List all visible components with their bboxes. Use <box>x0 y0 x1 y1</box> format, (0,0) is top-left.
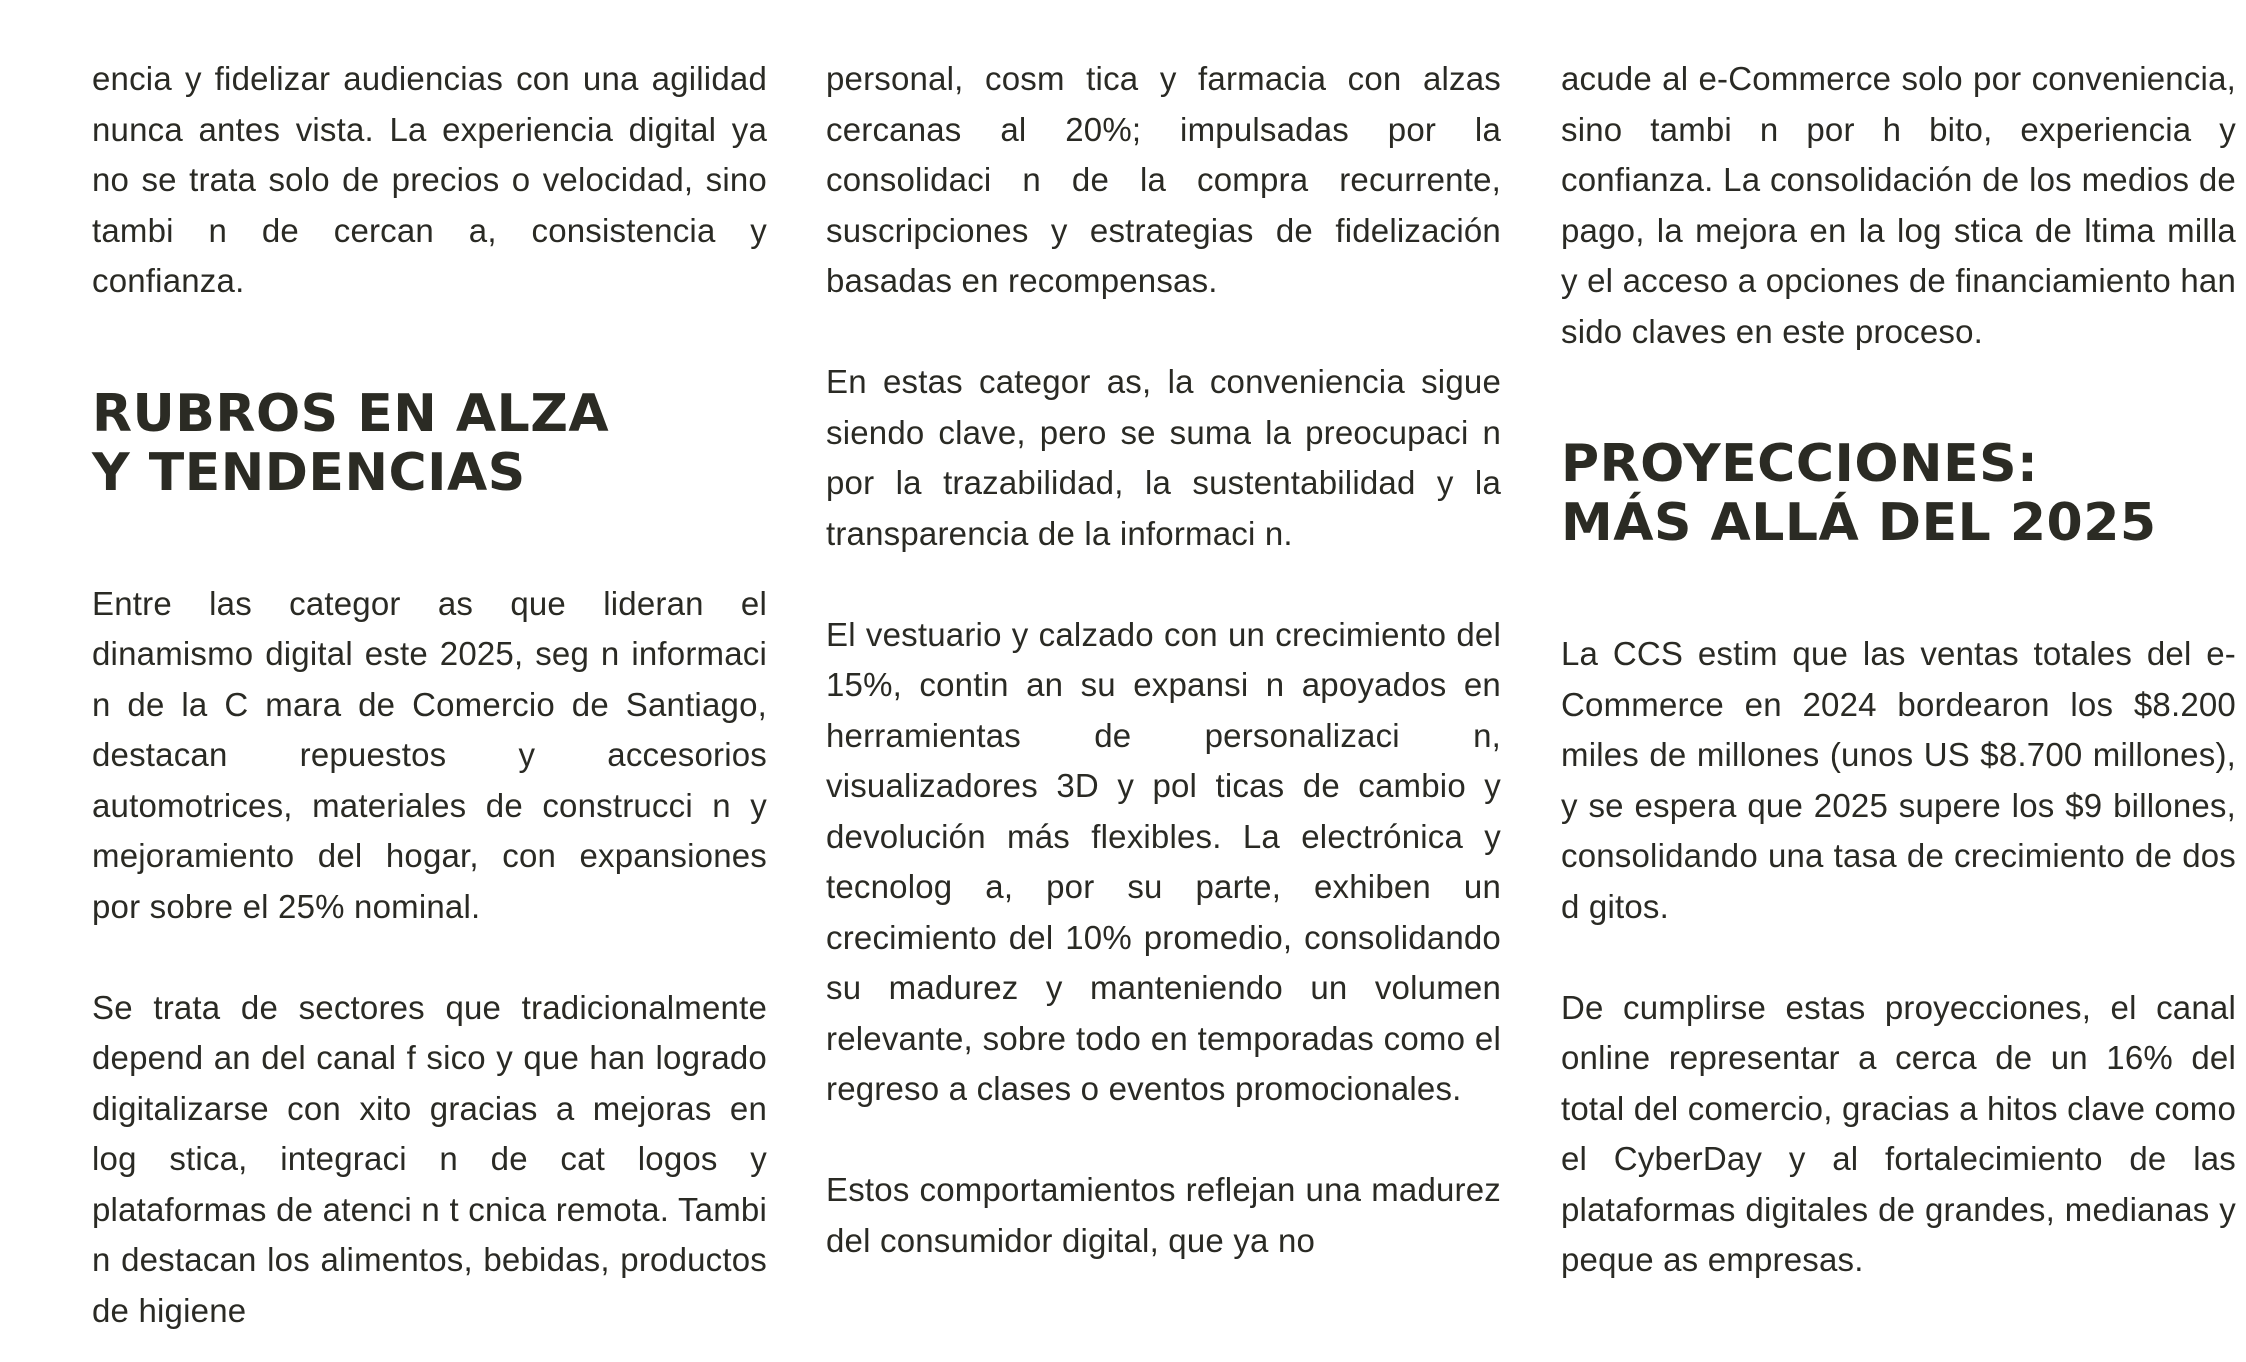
paragraph-vestuario: El vestuario y calzado con un crecimiento del 15%, contin an su expansi n apoyados en herramientas de personalizaci n, visualizadores 3D y pol ticas de cambio y devolución más flexibles. La electrónica y tecnolog a, por su parte, exhiben un crecimiento del 10% promedio, consolidando su madurez y manteniendo un volumen relevante, sobre todo en temporadas como el regreso a clases o eventos promocionales. <box>826 615 1501 1107</box>
paragraph-habito: acude al e-Commerce solo por conveniencia, sino tambi n por h bito, experiencia y confianza. La consolidación de los medios de pago, la mejora en la log stica de ltima milla y el acceso a opciones de financiamiento han sido claves en este proceso. <box>1561 60 2236 350</box>
text-column-1 <box>92 54 767 1336</box>
heading-line: MÁS ALLÁ DEL 2025 <box>1561 493 2157 553</box>
heading-line: RUBROS EN ALZA <box>92 383 610 444</box>
paragraph-sectores: Se trata de sectores que tradicionalmente depend an del canal f sico y que han logrado digitalizarse con xito gracias a mejoras en log stica, integraci n de cat logos y plataformas de atenci n t cnica remota. Tambi n destacan los alimentos, bebidas, productos de higiene <box>92 988 767 1329</box>
paragraph-ventas: La CCS estim que las ventas totales del e-Commerce en 2024 bordearon los $8.200 miles de millones (unos US $8.700 millones), y se espera que 2025 supere los $9 billones, consolidando una tasa de crecimiento de dos d gitos. <box>1561 635 2236 925</box>
text-column-3 <box>1561 54 2236 1286</box>
section-heading-rubros <box>92 385 767 503</box>
heading-line: Y TENDENCIAS <box>92 442 526 503</box>
paragraph-conveniencia: En estas categor as, la conveniencia sigue siendo clave, pero se suma la preocupaci n por la trazabilidad, la sustentabilidad y la transparencia de la informaci n. <box>826 363 1501 552</box>
text-column-2 <box>826 54 1501 1266</box>
paragraph-canal-online: De cumplirse estas proyecciones, el canal online representar a cerca de un 16% del total del comercio, gracias a hitos clave como el CyberDay y al fortalecimiento de las plataformas digitales de grandes, medianas y peque as empresas. <box>1561 988 2237 1278</box>
paragraph-categorias: Entre las categor as que lideran el dinamismo digital este 2025, seg n informaci n de la C mara de Comercio de Santiago, destacan repuestos y accesorios automotrices, materiales de construcci n y mejoramiento del hogar, con expansiones por sobre el 25% nominal. <box>92 584 767 925</box>
paragraph-cosmetica: personal, cosm tica y farmacia con alzas cercanas al 20%; impulsadas por la consolidaci n de la compra recurrente, suscripciones y estrategias de fidelización basadas en recompensas. <box>826 60 1501 299</box>
section-heading-proyecciones <box>1561 435 2236 553</box>
paragraph-intro-continuation: encia y fidelizar audiencias con una agilidad nunca antes vista. La experiencia digital ya no se trata solo de precios o velocidad, sino tambi n de cercan a, consistencia y confianza. <box>92 60 767 299</box>
paragraph-comportamientos: Estos comportamientos reflejan una madurez del consumidor digital, que ya no <box>826 1171 1501 1259</box>
heading-line: PROYECCIONES: <box>1561 434 2039 494</box>
